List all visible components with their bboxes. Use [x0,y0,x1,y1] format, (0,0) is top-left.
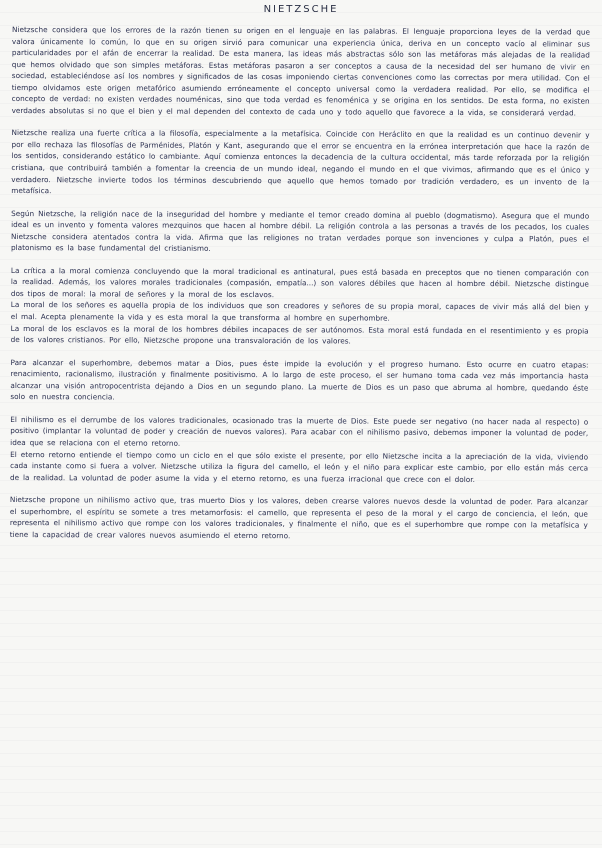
paragraph-language: Nietzsche considera que los errores de la razón tienen su origen en el lenguaje en las palabras. El lenguaje proporciona leyes de la verdad que valora únicamente lo común, lo que en su origen sirvió para comunicar una experiencia única, deriva en un concepto vacío al eliminar sus particularidades por el afán de encerrar la realidad. De esta manera, las ideas más abstractas sólo son las metáforas más alejadas de la realidad que hemos olvidado que son simples metáforas. Estas metáforas pasaron a ser conceptos a causa de la necesidad del ser humano de vivir en sociedad, estableciéndose así los nombres y significados de las cosas imponiendo ciertas convenciones como las correctas por mera utilidad. Con el tiempo olvidamos este origen metafórico asumiendo erróneamente el concepto universal como la verdadera realidad. Por ello, se modifica el concepto de verdad: no existen verdades nouménicas, sino que toda verdad es fenoménica y se origina en los sentidos. De esta forma, no existen verdades absolutas si no que el bien y el mal dependen del contexto de cada uno y todo aquello que favorece a la vida, se considerará verdad. [11,24,590,118]
essay-body [10,24,590,554]
paragraph-eternal-return: El eterno retorno entiende el tiempo como un ciclo en el que sólo existe el presente, por ello Nietzsche incita a la apreciación de la vida, viviendo cada instante como si fuera a volver. Nietzsche utiliza la figura del camello, el león y el niño para explicar este cambio, por ello están más cerca de la realidad. La voluntad de poder asume la vida y el eterno retorno, es una fuerza irracional que crece con el dolor. [10,449,589,484]
paragraph-philosophy-critique: Nietzsche realiza una fuerte crítica a la filosofía, especialmente a la metafísica. Coincide con Heráclito en que la realidad es un continuo devenir y por ello rechaza las filosofías de Parménides, Platón y Kant, asegurando que el error se encuentra en la errónea interpretación que hace la razón de los sentidos, considerando estático lo cambiante. Aquí comienza entonces la decadencia de la cultura occidental, más tarde reforzada por la religión cristiana, que contribuirá también a fomentar la creencia de un mundo ideal, negando el mundo en el que vivimos, afirmando que es el único y verdadero. Nietzsche invierte todos los términos descubriendo que aquello que hemos tomado por tradición verdadero, es un invento de la metafísica. [11,128,590,196]
paragraph-superman: Nietzsche propone un nihilismo activo que, tras muerto Dios y los valores, deben crearse valores nuevos desde la voluntad de poder. Para alcanzar el superhombre, el espíritu se somete a tres metamorfosis: el camello, que representa el peso de la moral y el cargo de conciencia, el león, que representa el nihilismo activo que rompe con los valores tradicionales, y finalmente el niño, que es el superhombre que rompe con la metafísica y tiene la capacidad de crear valores nuevos asumiendo el eterno retorno. [9,495,588,541]
page-title: NIETZSCHE [263,4,339,15]
paragraph-nihilism: El nihilismo es el derrumbe de los valores tradicionales, ocasionado tras la muerte de Dios. Este puede ser negativo (no hacer nada al respecto) o positivo (implantar la voluntad de poder y creación de nuevos valores). Para acabar con el nihilismo pasivo, debemos imponer la voluntad de poder, idea que se relaciona con el eterno retorno. [10,414,589,448]
paragraph-master-morality: La moral de los señores es aquella propia de los individuos que son creadores y señores de su propia moral, capaces de vivir más allá del bien y el mal. Acepta plenamente la vida y es esta moral la que transforma al hombre en superhombre. [10,300,589,323]
paragraph-moral-critique: La crítica a la moral comienza concluyendo que la moral tradicional es antinatural, pues está basada en preceptos que no tienen comparación con la realidad. Además, los valores morales tradicionales (compasión, empatía...) son valores débiles que hacen al hombre débil. Nietzsche distingue dos tipos de moral: la moral de señores y la moral de los esclavos. [10,265,589,300]
paragraph-death-of-god: Para alcanzar el superhombre, debemos matar a Dios, pues éste impide la evolución y el progreso humano. Esto ocurre en cuatro etapas: renacimiento, racionalismo, ilustración y finalmente positivismo. A lo largo de este proceso, el ser humano toma cada vez más importancia hasta alcanzar una visión antropocentrista dejando a Dios en un segundo plano. La muerte de Dios es un paso que abruma al hombre, quedando éste solo en nuestra conciencia. [10,357,589,402]
paragraph-slave-morality: La moral de los esclavos es la moral de los hombres débiles incapaces de ser autónomos. Esta moral está fundada en el resentimiento y es propia de los valores cristianos. Por ello, Nietzsche propone una transvaloración de los valores. [10,323,589,346]
paragraph-religion-critique: Según Nietzsche, la religión nace de la inseguridad del hombre y mediante el temor creado domina al pueblo (dogmatismo). Asegura que el mundo ideal es un invento y fomenta valores mezquinos que hacen al hombre débil. La religión controla a las personas a través de los pecados, los cuales Nietzsche considera atentados contra la vida. Afirma que las religiones no tratan verdades porque son invenciones y culpa a Platón, pues el platonismo es la base fundamental del cristianismo. [11,208,590,254]
